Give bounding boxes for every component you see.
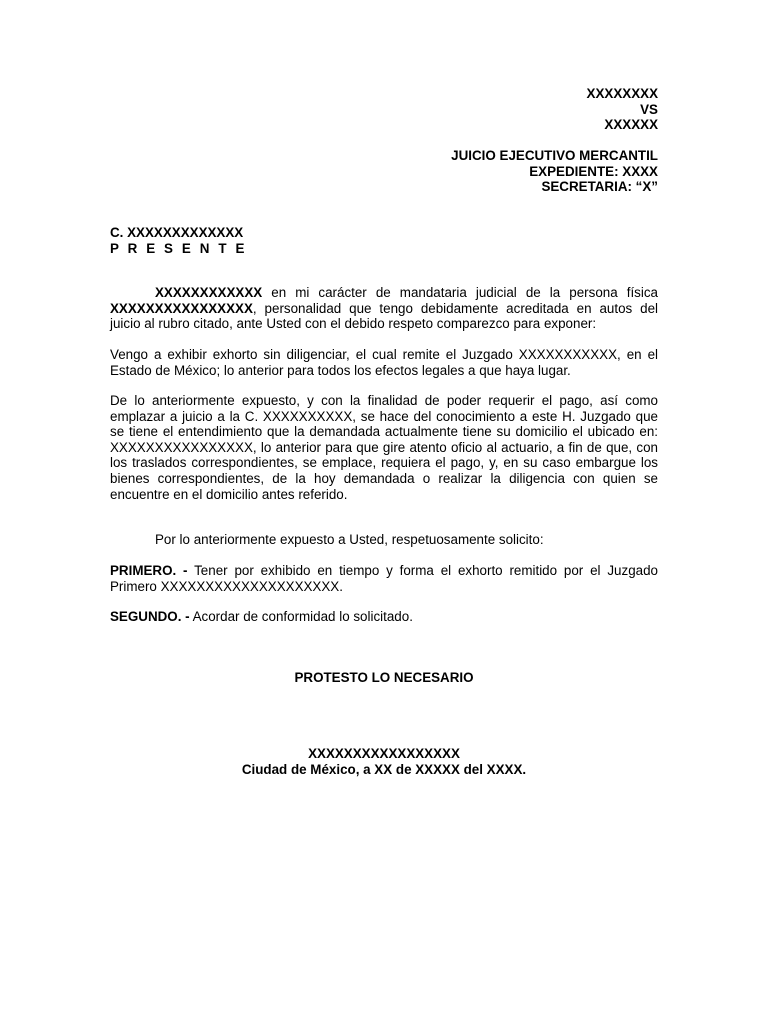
case-parties bbox=[587, 86, 658, 133]
intro-paragraph bbox=[110, 285, 658, 332]
intro-text-part1: en mi carácter de mandataria judicial de la persona física bbox=[262, 285, 658, 300]
intro-text-part2: , personalidad que tengo debidamente acreditada en autos del juicio al rubro citado, ante Usted con el debido respeto comparezco para exponer: bbox=[110, 300, 658, 332]
primero-label: PRIMERO. - bbox=[110, 563, 188, 578]
primero-paragraph bbox=[110, 563, 658, 594]
addressee-name: C. XXXXXXXXXXXXX bbox=[110, 225, 244, 240]
intro-person-name: XXXXXXXXXXXXXXXX bbox=[110, 300, 253, 316]
presente-label: P R E S E N T E bbox=[110, 240, 247, 256]
signature-block bbox=[110, 746, 658, 777]
primero-text: Tener por exhibido en tiempo y forma el exhorto remitido por el Juzgado Primero XXXXXXXXXXXXXXXXXXXX. bbox=[110, 563, 658, 594]
addressee-block bbox=[110, 225, 247, 256]
intro-representative-name: XXXXXXXXXXXX bbox=[155, 285, 263, 300]
trial-type: JUICIO EJECUTIVO MERCANTIL bbox=[451, 148, 658, 163]
expediente-number: EXPEDIENTE: XXXX bbox=[529, 163, 658, 179]
protesto-heading: PROTESTO LO NECESARIO bbox=[294, 670, 474, 685]
versus-label: VS bbox=[640, 101, 658, 117]
segundo-label: SEGUNDO. - bbox=[110, 609, 190, 624]
segundo-text: Acordar de conformidad lo solicitado. bbox=[189, 609, 413, 624]
party-two: XXXXXX bbox=[604, 117, 658, 133]
secretaria-label: SECRETARIA: “X” bbox=[541, 179, 658, 195]
place-date: Ciudad de México, a XX de XXXXX del XXXX. bbox=[241, 761, 527, 777]
exhorto-paragraph: Vengo a exhibir exhorto sin diligenciar, el cual remite el Juzgado XXXXXXXXXXX, en el Estado de México; lo anterior para todos los efectos legales a que haya lugar. bbox=[110, 347, 658, 378]
party-one: XXXXXXXX bbox=[586, 86, 658, 101]
solicito-paragraph: Por lo anteriormente expuesto a Usted, respetuosamente solicito: bbox=[155, 532, 544, 547]
case-info bbox=[451, 148, 658, 195]
segundo-paragraph bbox=[110, 609, 658, 625]
signer-name: XXXXXXXXXXXXXXXXX bbox=[308, 746, 460, 761]
request-paragraph: De lo anteriormente expuesto, y con la finalidad de poder requerir el pago, así como emplazar a juicio a la C. XXXXXXXXXX, se hace del conocimiento a este H. Juzgado que se tiene el entendimiento que la demandada actualmente tiene su domicilio el ubicado en: XXXXXXXXXXXXXXXX, lo anterior para que gire atento oficio al actuario, a fin de que, con los traslados correspondientes, se emplace, requiera el pago, y, en su caso embargue los bienes correspondientes, de la hoy demandada o realizar la diligencia con quien se encuentre en el domicilio antes referido. bbox=[110, 393, 658, 502]
